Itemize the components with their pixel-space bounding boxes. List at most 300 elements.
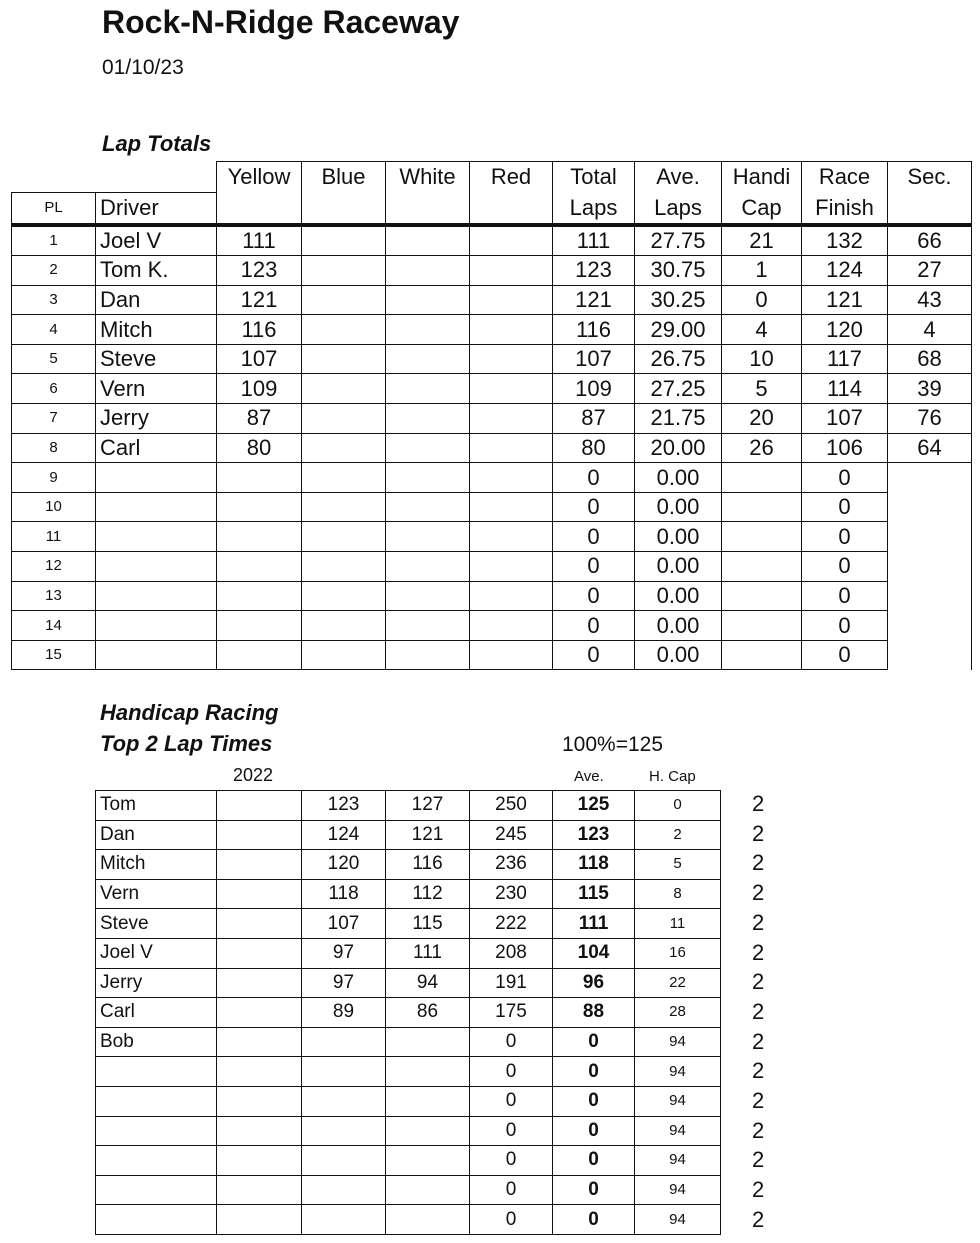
lap-row xyxy=(12,611,972,641)
cell-sum: 191 xyxy=(470,968,553,998)
cell-red xyxy=(470,552,553,582)
cell-yellow xyxy=(217,522,302,552)
cell-handicap xyxy=(722,492,802,522)
cell-t1: 120 xyxy=(302,850,386,880)
cell-yellow xyxy=(217,552,302,582)
cell-hcap: 22 xyxy=(635,968,721,998)
cell-yellow xyxy=(217,640,302,670)
cell-sum: 0 xyxy=(470,1116,553,1146)
cell-total: 0 xyxy=(553,552,635,582)
cell-sec xyxy=(888,640,972,670)
lap-row xyxy=(12,522,972,552)
cell-t1: 107 xyxy=(302,909,386,939)
cell-ave: 30.25 xyxy=(635,285,722,315)
cell-hcap: 94 xyxy=(635,1057,721,1087)
cell-pl: 6 xyxy=(12,374,96,404)
cell-driver xyxy=(96,1057,217,1087)
cell-t2 xyxy=(386,1027,470,1057)
cell-ave: 21.75 xyxy=(635,404,722,434)
cell-c2022 xyxy=(217,820,302,850)
cell-t2 xyxy=(386,1175,470,1205)
cell-red xyxy=(470,225,553,256)
cell-sum: 222 xyxy=(470,909,553,939)
cell-sec: 27 xyxy=(888,256,972,286)
cell-sec xyxy=(888,492,972,522)
cell-yellow: 116 xyxy=(217,315,302,345)
cell-driver xyxy=(96,611,217,641)
cell-total: 107 xyxy=(553,344,635,374)
handicap-row xyxy=(96,1205,721,1235)
cell-total: 0 xyxy=(553,522,635,552)
cell-c2022 xyxy=(217,879,302,909)
cell-total: 0 xyxy=(553,611,635,641)
cell-pl: 13 xyxy=(12,581,96,611)
cell-total: 121 xyxy=(553,285,635,315)
cell-ave: 0 xyxy=(553,1175,635,1205)
cell-c2022 xyxy=(217,968,302,998)
cell-pl: 8 xyxy=(12,433,96,463)
cell-total: 111 xyxy=(553,225,635,256)
cell-sec xyxy=(888,581,972,611)
cell-ave: 88 xyxy=(553,998,635,1028)
cell-c2022 xyxy=(217,1027,302,1057)
cell-pl: 9 xyxy=(12,463,96,493)
cell-yellow: 123 xyxy=(217,256,302,286)
cell-t2 xyxy=(386,1086,470,1116)
cell-ave: 0 xyxy=(553,1027,635,1057)
cell-t2: 116 xyxy=(386,850,470,880)
cell-t2 xyxy=(386,1057,470,1087)
cell-pl: 10 xyxy=(12,492,96,522)
cell-blue xyxy=(302,315,386,345)
cell-pl: 7 xyxy=(12,404,96,434)
cell-total: 0 xyxy=(553,463,635,493)
handicap-row xyxy=(96,1086,721,1116)
cell-handicap: 20 xyxy=(722,404,802,434)
cell-driver: Dan xyxy=(96,285,217,315)
cell-hcap: 2 xyxy=(635,820,721,850)
cell-t2 xyxy=(386,1116,470,1146)
cell-blue xyxy=(302,611,386,641)
cell-blue xyxy=(302,640,386,670)
cell-hcap: 94 xyxy=(635,1086,721,1116)
handicap-formula: 100%=125 xyxy=(562,733,664,756)
cell-sum: 0 xyxy=(470,1027,553,1057)
cell-driver xyxy=(96,492,217,522)
cell-handicap: 26 xyxy=(722,433,802,463)
cell-driver: Jerry xyxy=(96,968,217,998)
cell-driver: Tom K. xyxy=(96,256,217,286)
cell-handicap xyxy=(722,522,802,552)
cell-white xyxy=(386,285,470,315)
cell-yellow: 111 xyxy=(217,225,302,256)
cell-finish: 0 xyxy=(802,492,888,522)
cell-driver: Jerry xyxy=(96,404,217,434)
cell-blue xyxy=(302,285,386,315)
cell-ave: 111 xyxy=(553,909,635,939)
lap-row xyxy=(12,640,972,670)
cell-ave: 115 xyxy=(553,879,635,909)
cell-handicap: 1 xyxy=(722,256,802,286)
cell-sum: 236 xyxy=(470,850,553,880)
cell-red xyxy=(470,404,553,434)
cell-driver xyxy=(96,1086,217,1116)
right-value: 2 xyxy=(752,939,765,965)
lap-row xyxy=(12,256,972,286)
cell-pl: 2 xyxy=(12,256,96,286)
cell-sum: 250 xyxy=(470,791,553,821)
cell-sec: 64 xyxy=(888,433,972,463)
handicap-row xyxy=(96,791,721,821)
lap-totals-rows xyxy=(12,225,972,670)
cell-total: 87 xyxy=(553,404,635,434)
cell-sum: 0 xyxy=(470,1175,553,1205)
cell-finish: 0 xyxy=(802,522,888,552)
cell-red xyxy=(470,581,553,611)
cell-blue xyxy=(302,552,386,582)
cell-t1: 118 xyxy=(302,879,386,909)
cell-red xyxy=(470,640,553,670)
cell-ave: 125 xyxy=(553,791,635,821)
cell-handicap xyxy=(722,463,802,493)
cell-ave: 30.75 xyxy=(635,256,722,286)
col-race-line1: Race xyxy=(802,162,888,193)
cell-finish: 114 xyxy=(802,374,888,404)
cell-sec: 39 xyxy=(888,374,972,404)
lap-row xyxy=(12,225,972,256)
cell-handicap: 10 xyxy=(722,344,802,374)
col-red-cont xyxy=(470,192,553,225)
cell-finish: 120 xyxy=(802,315,888,345)
cell-blue xyxy=(302,225,386,256)
cell-t1 xyxy=(302,1205,386,1235)
cell-driver xyxy=(96,463,217,493)
cell-pl: 3 xyxy=(12,285,96,315)
cell-total: 109 xyxy=(553,374,635,404)
cell-driver: Mitch xyxy=(96,315,217,345)
cell-ave: 123 xyxy=(553,820,635,850)
cell-t2 xyxy=(386,1205,470,1235)
cell-white xyxy=(386,522,470,552)
cell-c2022 xyxy=(217,1175,302,1205)
cell-sum: 0 xyxy=(470,1086,553,1116)
handicap-row xyxy=(96,998,721,1028)
handicap-row xyxy=(96,1146,721,1176)
cell-red xyxy=(470,374,553,404)
col-ave-line2: Laps xyxy=(635,192,722,225)
cell-hcap: 28 xyxy=(635,998,721,1028)
cell-finish: 0 xyxy=(802,463,888,493)
cell-sec xyxy=(888,463,972,493)
handicap-row xyxy=(96,1027,721,1057)
cell-red xyxy=(470,463,553,493)
cell-handicap: 0 xyxy=(722,285,802,315)
cell-white xyxy=(386,256,470,286)
col-red: Red xyxy=(470,162,553,193)
cell-white xyxy=(386,225,470,256)
cell-pl: 4 xyxy=(12,315,96,345)
cell-pl: 15 xyxy=(12,640,96,670)
cell-ave: 0 xyxy=(553,1116,635,1146)
cell-white xyxy=(386,344,470,374)
cell-yellow: 87 xyxy=(217,404,302,434)
lap-totals-heading: Lap Totals xyxy=(102,131,212,156)
handicap-row xyxy=(96,1057,721,1087)
hcap-label: H. Cap xyxy=(649,768,696,785)
cell-c2022 xyxy=(217,1116,302,1146)
cell-blue xyxy=(302,522,386,552)
cell-ave: 27.25 xyxy=(635,374,722,404)
cell-t1 xyxy=(302,1175,386,1205)
cell-white xyxy=(386,581,470,611)
cell-total: 0 xyxy=(553,640,635,670)
cell-hcap: 94 xyxy=(635,1146,721,1176)
cell-yellow: 109 xyxy=(217,374,302,404)
col-total-line2: Laps xyxy=(553,192,635,225)
cell-driver: Dan xyxy=(96,820,217,850)
cell-c2022 xyxy=(217,850,302,880)
cell-ave: 0.00 xyxy=(635,492,722,522)
cell-red xyxy=(470,433,553,463)
cell-white xyxy=(386,492,470,522)
cell-total: 0 xyxy=(553,581,635,611)
right-value: 2 xyxy=(752,1147,765,1173)
cell-t2: 111 xyxy=(386,938,470,968)
handicap-row xyxy=(96,1175,721,1205)
col-handicap-line2: Cap xyxy=(722,192,802,225)
cell-red xyxy=(470,344,553,374)
cell-yellow xyxy=(217,492,302,522)
cell-ave: 0.00 xyxy=(635,581,722,611)
cell-c2022 xyxy=(217,1205,302,1235)
cell-t1 xyxy=(302,1086,386,1116)
handicap-subtitle: Top 2 Lap Times xyxy=(100,731,273,756)
cell-sec: 76 xyxy=(888,404,972,434)
cell-t2 xyxy=(386,1146,470,1176)
cell-driver xyxy=(96,522,217,552)
cell-sec: 43 xyxy=(888,285,972,315)
cell-ave: 0 xyxy=(553,1146,635,1176)
cell-ave: 27.75 xyxy=(635,225,722,256)
cell-t1 xyxy=(302,1057,386,1087)
right-value: 2 xyxy=(752,1028,765,1054)
col-ave-line1: Ave. xyxy=(635,162,722,193)
cell-t2: 121 xyxy=(386,820,470,850)
cell-white xyxy=(386,433,470,463)
cell-driver xyxy=(96,1116,217,1146)
header-spacer xyxy=(12,162,217,193)
cell-ave: 0 xyxy=(553,1205,635,1235)
right-value: 2 xyxy=(752,850,765,876)
lap-row xyxy=(12,433,972,463)
cell-hcap: 8 xyxy=(635,879,721,909)
cell-white xyxy=(386,611,470,641)
cell-blue xyxy=(302,256,386,286)
cell-driver xyxy=(96,640,217,670)
col-sec: Sec. xyxy=(888,162,972,193)
cell-t1: 89 xyxy=(302,998,386,1028)
cell-pl: 1 xyxy=(12,225,96,256)
lap-row xyxy=(12,315,972,345)
lap-row xyxy=(12,552,972,582)
cell-ave: 118 xyxy=(553,850,635,880)
handicap-row xyxy=(96,850,721,880)
cell-red xyxy=(470,285,553,315)
cell-ave: 29.00 xyxy=(635,315,722,345)
cell-driver: Vern xyxy=(96,374,217,404)
cell-ave: 0 xyxy=(553,1057,635,1087)
cell-driver: Steve xyxy=(96,909,217,939)
cell-driver: Vern xyxy=(96,879,217,909)
cell-yellow xyxy=(217,611,302,641)
cell-t2: 112 xyxy=(386,879,470,909)
cell-t1 xyxy=(302,1116,386,1146)
cell-white xyxy=(386,374,470,404)
year-label: 2022 xyxy=(233,765,274,785)
cell-white xyxy=(386,315,470,345)
handicap-row xyxy=(96,938,721,968)
handicap-rows xyxy=(96,791,721,1235)
cell-c2022 xyxy=(217,1057,302,1087)
cell-driver: Joel V xyxy=(96,225,217,256)
cell-t2: 94 xyxy=(386,968,470,998)
col-driver: Driver xyxy=(96,192,217,225)
cell-t1: 97 xyxy=(302,938,386,968)
lap-row xyxy=(12,285,972,315)
cell-total: 116 xyxy=(553,315,635,345)
cell-sec xyxy=(888,552,972,582)
cell-handicap: 21 xyxy=(722,225,802,256)
cell-ave: 26.75 xyxy=(635,344,722,374)
cell-driver: Carl xyxy=(96,433,217,463)
col-race-line2: Finish xyxy=(802,192,888,225)
cell-blue xyxy=(302,344,386,374)
lap-row xyxy=(12,581,972,611)
cell-sec: 66 xyxy=(888,225,972,256)
cell-ave: 104 xyxy=(553,938,635,968)
cell-hcap: 94 xyxy=(635,1027,721,1057)
cell-pl: 5 xyxy=(12,344,96,374)
cell-red xyxy=(470,522,553,552)
lap-row xyxy=(12,344,972,374)
cell-t1 xyxy=(302,1146,386,1176)
cell-c2022 xyxy=(217,998,302,1028)
cell-sec xyxy=(888,611,972,641)
cell-hcap: 16 xyxy=(635,938,721,968)
cell-t2: 86 xyxy=(386,998,470,1028)
cell-pl: 12 xyxy=(12,552,96,582)
cell-driver xyxy=(96,581,217,611)
cell-sum: 0 xyxy=(470,1205,553,1235)
cell-ave: 0 xyxy=(553,1086,635,1116)
cell-blue xyxy=(302,404,386,434)
cell-ave: 0.00 xyxy=(635,522,722,552)
cell-sum: 245 xyxy=(470,820,553,850)
cell-pl: 14 xyxy=(12,611,96,641)
cell-finish: 132 xyxy=(802,225,888,256)
cell-hcap: 5 xyxy=(635,850,721,880)
cell-finish: 107 xyxy=(802,404,888,434)
right-value: 2 xyxy=(752,880,765,906)
lap-row xyxy=(12,374,972,404)
ave-label: Ave. xyxy=(574,768,604,785)
cell-driver xyxy=(96,1205,217,1235)
cell-finish: 0 xyxy=(802,611,888,641)
cell-c2022 xyxy=(217,938,302,968)
cell-white xyxy=(386,404,470,434)
cell-sum: 175 xyxy=(470,998,553,1028)
cell-total: 80 xyxy=(553,433,635,463)
handicap-row xyxy=(96,968,721,998)
cell-t2: 127 xyxy=(386,791,470,821)
cell-handicap xyxy=(722,552,802,582)
cell-t2: 115 xyxy=(386,909,470,939)
right-value: 2 xyxy=(752,1117,765,1143)
cell-driver xyxy=(96,1175,217,1205)
cell-handicap: 5 xyxy=(722,374,802,404)
cell-c2022 xyxy=(217,1146,302,1176)
cell-driver: Tom xyxy=(96,791,217,821)
right-value: 2 xyxy=(752,969,765,995)
cell-driver xyxy=(96,552,217,582)
cell-hcap: 94 xyxy=(635,1116,721,1146)
cell-handicap xyxy=(722,611,802,641)
cell-t1: 124 xyxy=(302,820,386,850)
cell-driver xyxy=(96,1146,217,1176)
cell-yellow: 107 xyxy=(217,344,302,374)
col-total-line1: Total xyxy=(553,162,635,193)
col-white-cont xyxy=(386,192,470,225)
cell-red xyxy=(470,492,553,522)
cell-hcap: 0 xyxy=(635,791,721,821)
cell-ave: 0.00 xyxy=(635,640,722,670)
cell-finish: 0 xyxy=(802,581,888,611)
col-yellow-cont xyxy=(217,192,302,225)
cell-handicap xyxy=(722,581,802,611)
cell-handicap: 4 xyxy=(722,315,802,345)
col-blue-cont xyxy=(302,192,386,225)
cell-driver: Mitch xyxy=(96,850,217,880)
cell-t1: 123 xyxy=(302,791,386,821)
right-value: 2 xyxy=(752,1177,765,1203)
cell-hcap: 94 xyxy=(635,1175,721,1205)
col-handicap-line1: Handi xyxy=(722,162,802,193)
right-value: 2 xyxy=(752,1058,765,1084)
cell-ave: 0.00 xyxy=(635,611,722,641)
col-yellow: Yellow xyxy=(217,162,302,193)
cell-sec: 68 xyxy=(888,344,972,374)
right-value: 2 xyxy=(752,909,765,935)
cell-yellow: 121 xyxy=(217,285,302,315)
cell-finish: 0 xyxy=(802,552,888,582)
cell-total: 123 xyxy=(553,256,635,286)
cell-total: 0 xyxy=(553,492,635,522)
lap-row xyxy=(12,492,972,522)
cell-ave: 0.00 xyxy=(635,552,722,582)
col-blue: Blue xyxy=(302,162,386,193)
cell-blue xyxy=(302,374,386,404)
cell-c2022 xyxy=(217,1086,302,1116)
cell-sum: 0 xyxy=(470,1057,553,1087)
cell-hcap: 94 xyxy=(635,1205,721,1235)
cell-yellow xyxy=(217,463,302,493)
cell-yellow xyxy=(217,581,302,611)
right-value: 2 xyxy=(752,998,765,1024)
col-sec-cont xyxy=(888,192,972,225)
cell-red xyxy=(470,315,553,345)
lap-row xyxy=(12,463,972,493)
cell-finish: 0 xyxy=(802,640,888,670)
